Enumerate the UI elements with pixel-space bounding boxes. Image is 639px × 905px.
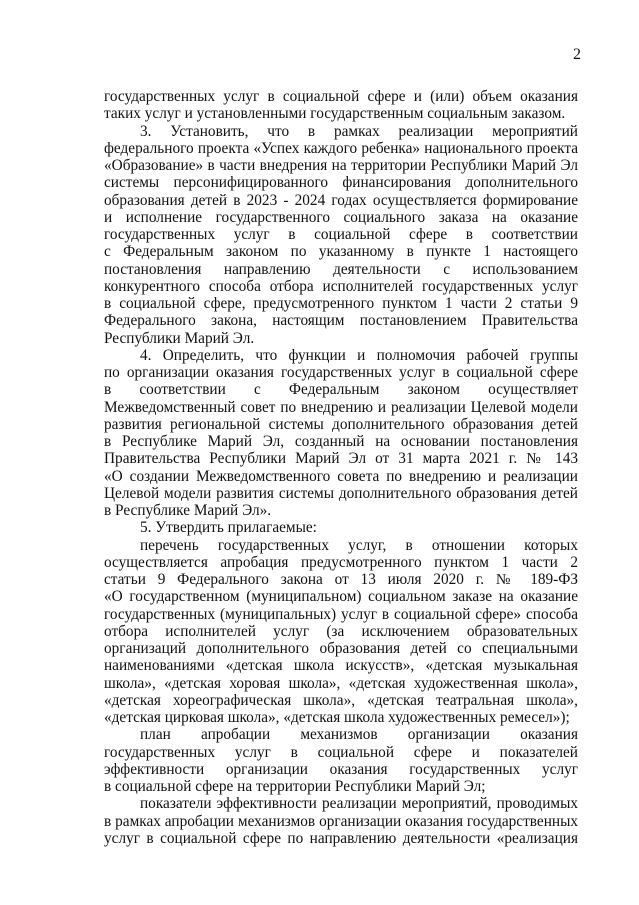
text-line: по организации оказания государственных услуг в социальной сфере [104, 364, 578, 381]
text-line: системы персонифицированного финансирования дополнительного [104, 174, 578, 192]
text-line: в социальной сфере, предусмотренного пунктом 1 части 2 статьи 9 [104, 295, 578, 312]
text-line: в Республике Марий Эл, созданный на основании постановления [104, 433, 578, 450]
text-line: статьи 9 Федерального закона от 13 июля 2020 г. № 189-ФЗ [104, 571, 578, 588]
text-line: с Федеральным законом по указанному в пункте 1 настоящего [104, 243, 578, 261]
text-line: организаций дополнительного образования детей со специальными [104, 640, 578, 657]
text-line: 4. Определить, что функции и полномочия рабочей группы [140, 346, 578, 364]
text-line: образования детей в 2023 - 2024 годах осуществляется формирование [104, 191, 578, 209]
text-line: эффективности организации оказания государственных услуг [104, 760, 578, 778]
text-line: в социальной сфере на территории Республики Марий Эл; [104, 778, 486, 795]
text-line: таких услуг и установленными государственным социальным заказом. [104, 105, 566, 123]
text-line: «Образование» в части внедрения на территории Республики Марий Эл [104, 157, 578, 174]
text-line: государственных (муниципальных) услуг в социальной сфере» способа [104, 605, 578, 623]
text-line: наименованиями «детская школа искусств», «детская музыкальная [104, 657, 578, 675]
text-line: «детская цирковая школа», «детская школа художественных ремесел»); [104, 709, 570, 726]
text-line: федерального проекта «Успех каждого ребенка» национального проекта [104, 139, 578, 157]
text-line: постановления направлению деятельности с использованием [104, 260, 578, 278]
text-line: и исполнение государственного социального заказа на оказание [104, 208, 578, 226]
text-line: в рамках апробации механизмов организации оказания государственных [104, 812, 578, 830]
text-line: план апробации механизмов организации оказания [140, 726, 578, 744]
text-line: школа», «детская хоровая школа», «детская художественная школа», [104, 674, 578, 692]
text-line: «детская хореографическая школа», «детская театральная школа», [104, 691, 578, 709]
text-line: государственных услуг в социальной сфере и (или) объем оказания [104, 88, 578, 105]
text-line: 3. Установить, что в рамках реализации мероприятий [140, 122, 578, 140]
page-number: 2 [573, 46, 581, 63]
text-line: в соответствии с Федеральным законом осуществляет [104, 381, 578, 399]
text-line: Федерального закона, настоящим постановлением Правительства [104, 312, 578, 330]
body-text [104, 88, 578, 847]
text-line: показатели эффективности реализации мероприятий, проводимых [140, 795, 578, 813]
text-line: государственных услуг в социальной сфере в соответствии [104, 226, 578, 243]
text-line: государственных услуг в социальной сфере и показателей [104, 743, 578, 761]
text-line: Правительства Республики Марий Эл от 31 марта 2021 г. № 143 [104, 450, 578, 468]
text-line: «О создании Межведомственного совета по внедрению и реализации [104, 467, 578, 485]
text-line: Целевой модели развития системы дополнительного образования детей [104, 484, 578, 502]
text-line: отбора исполнителей услуг (за исключением образовательных [104, 622, 578, 640]
text-line: Межведомственный совет по внедрению и реализации Целевой модели [104, 398, 578, 416]
text-line: в Республике Марий Эл». [104, 502, 272, 519]
text-line: осуществляется апробация предусмотренного пунктом 1 части 2 [104, 553, 578, 571]
text-line: 5. Утвердить прилагаемые: [140, 519, 317, 537]
text-line: Республики Марий Эл. [104, 329, 255, 347]
text-line: услуг в социальной сфере по направлению деятельности «реализация [104, 829, 578, 847]
text-line: «О государственном (муниципальном) социальном заказе на оказание [104, 588, 578, 606]
text-line: конкурентного способа отбора исполнителей государственных услуг [104, 277, 578, 295]
text-line: перечень государственных услуг, в отношении которых [140, 536, 578, 554]
text-line: развития региональной системы дополнительного образования детей [104, 415, 578, 433]
